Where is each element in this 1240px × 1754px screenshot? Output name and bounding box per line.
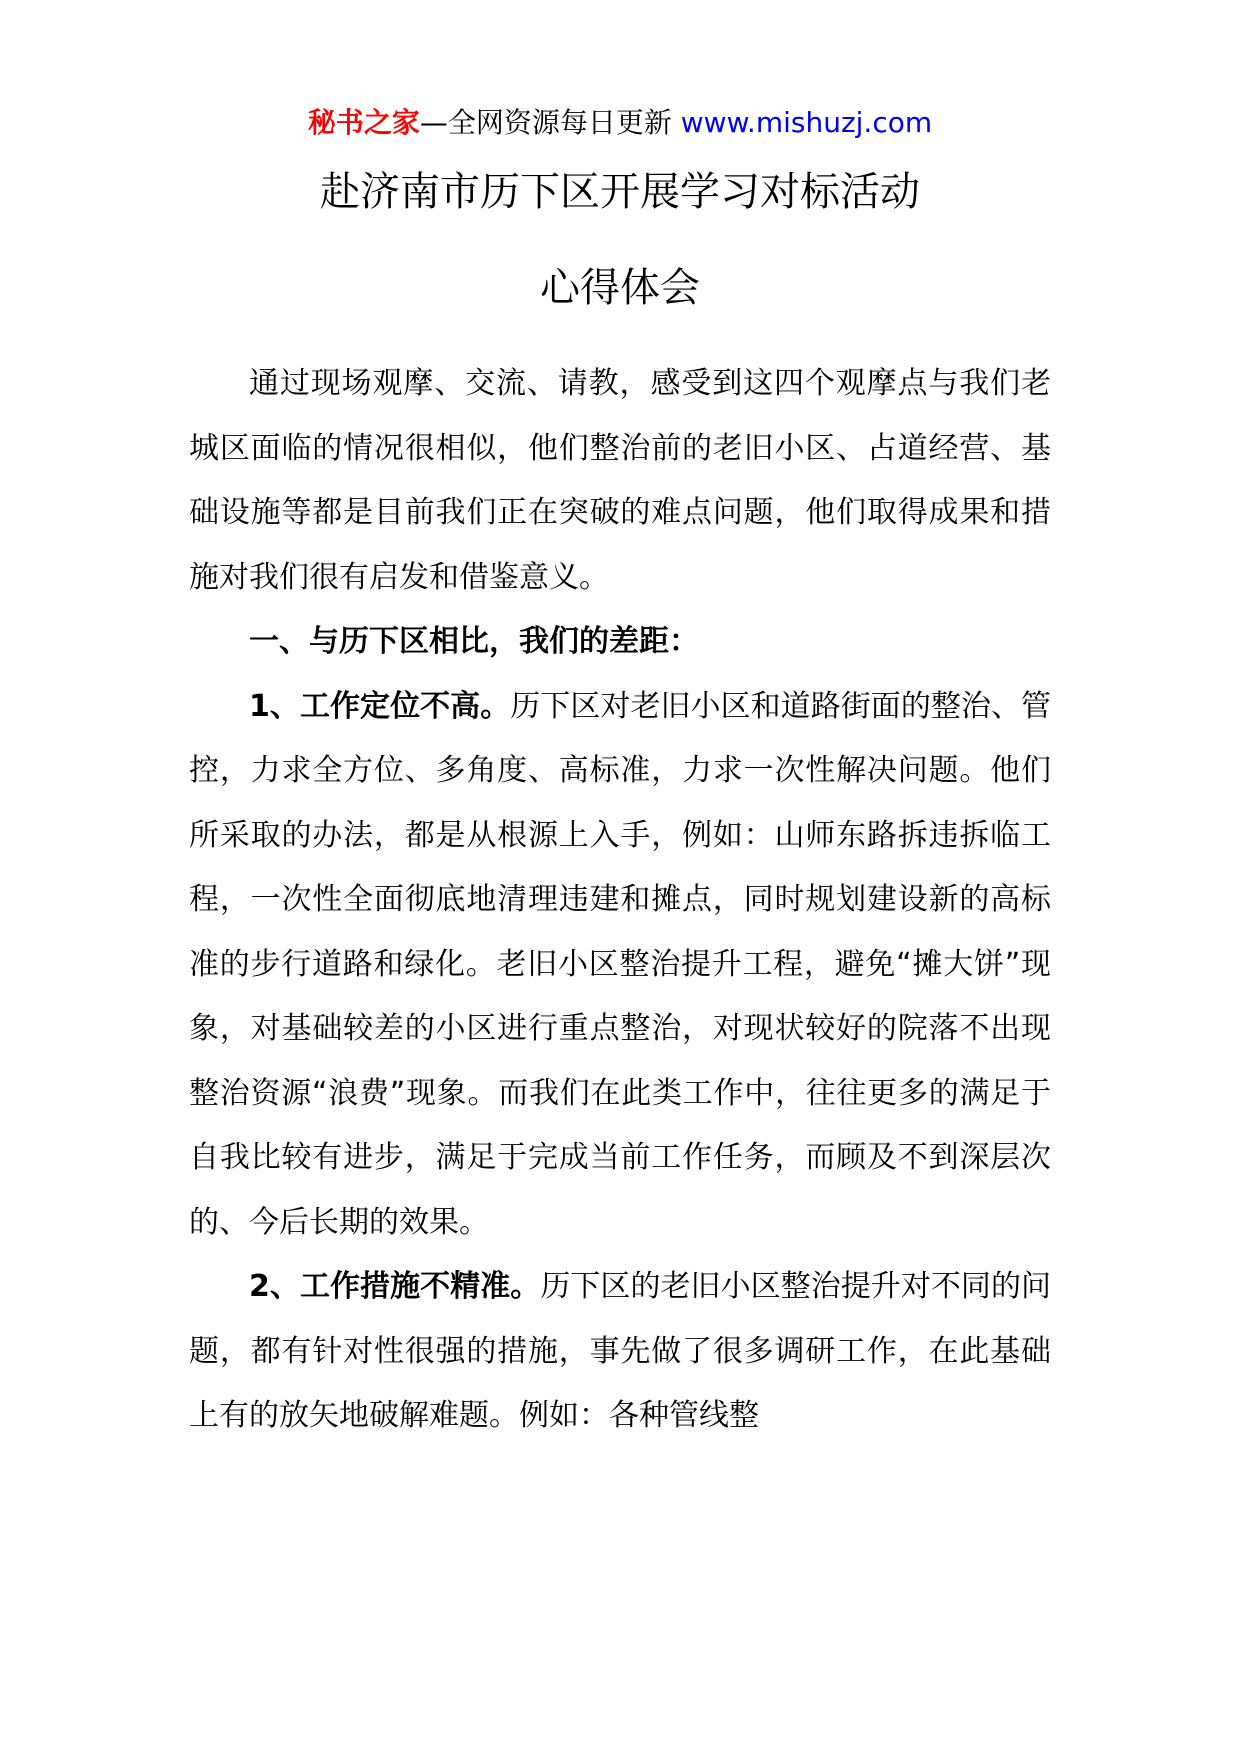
watermark-header bbox=[0, 103, 1240, 143]
item-1-text: 历下区对老旧小区和道路街面的整治、管控，力求全方位、多角度、高标准，力求一次性解决问题。他们所采取的办法，都是从根源上入手，例如：山师东路拆违拆临工程，一次性全面彻底地清理违建和摊点，同时规划建设新的高标准的步行道路和绿化。老旧小区整治提升工程，避免“摊大饼”现象，对基础较差的小区进行重点整治，对现状较好的院落不出现整治资源“浪费”现象。而我们在此类工作中，往往更多的满足于自我比较有进步，满足于完成当前工作任务，而顾及不到深层次的、今后长期的效果。 bbox=[189, 688, 1052, 1240]
item-1-paragraph bbox=[189, 675, 1051, 1256]
item-2-text: 历下区的老旧小区整治提升对不同的问题，都有针对性很强的措施，事先做了很多调研工作，在此基础上有的放矢地破解难题。例如：各种管线整 bbox=[189, 1269, 1052, 1433]
item-1-lead: 1、工作定位不高。 bbox=[249, 688, 511, 724]
section-1-heading: 一、与历下区相比，我们的差距： bbox=[249, 624, 699, 659]
document-title-line-2: 心得体会 bbox=[540, 265, 700, 311]
site-url-link[interactable]: www.mishuzj.com bbox=[680, 106, 933, 139]
header-tagline: —全网资源每日更新 bbox=[419, 106, 681, 139]
document-title-line-1: 赴济南市历下区开展学习对标活动 bbox=[320, 169, 920, 215]
brand-name: 秘书之家 bbox=[307, 106, 420, 139]
item-2-lead: 2、工作措施不精准。 bbox=[249, 1269, 541, 1304]
intro-paragraph: 通过现场观摩、交流、请教，感受到这四个观摩点与我们老城区面临的情况很相似，他们整治前的老旧小区、占道经营、基础设施等都是目前我们正在突破的难点问题，他们取得成果和措施对我们很有启发和借鉴意义。 bbox=[189, 366, 1051, 595]
document-body bbox=[189, 352, 1051, 1449]
item-2-paragraph bbox=[189, 1255, 1051, 1449]
